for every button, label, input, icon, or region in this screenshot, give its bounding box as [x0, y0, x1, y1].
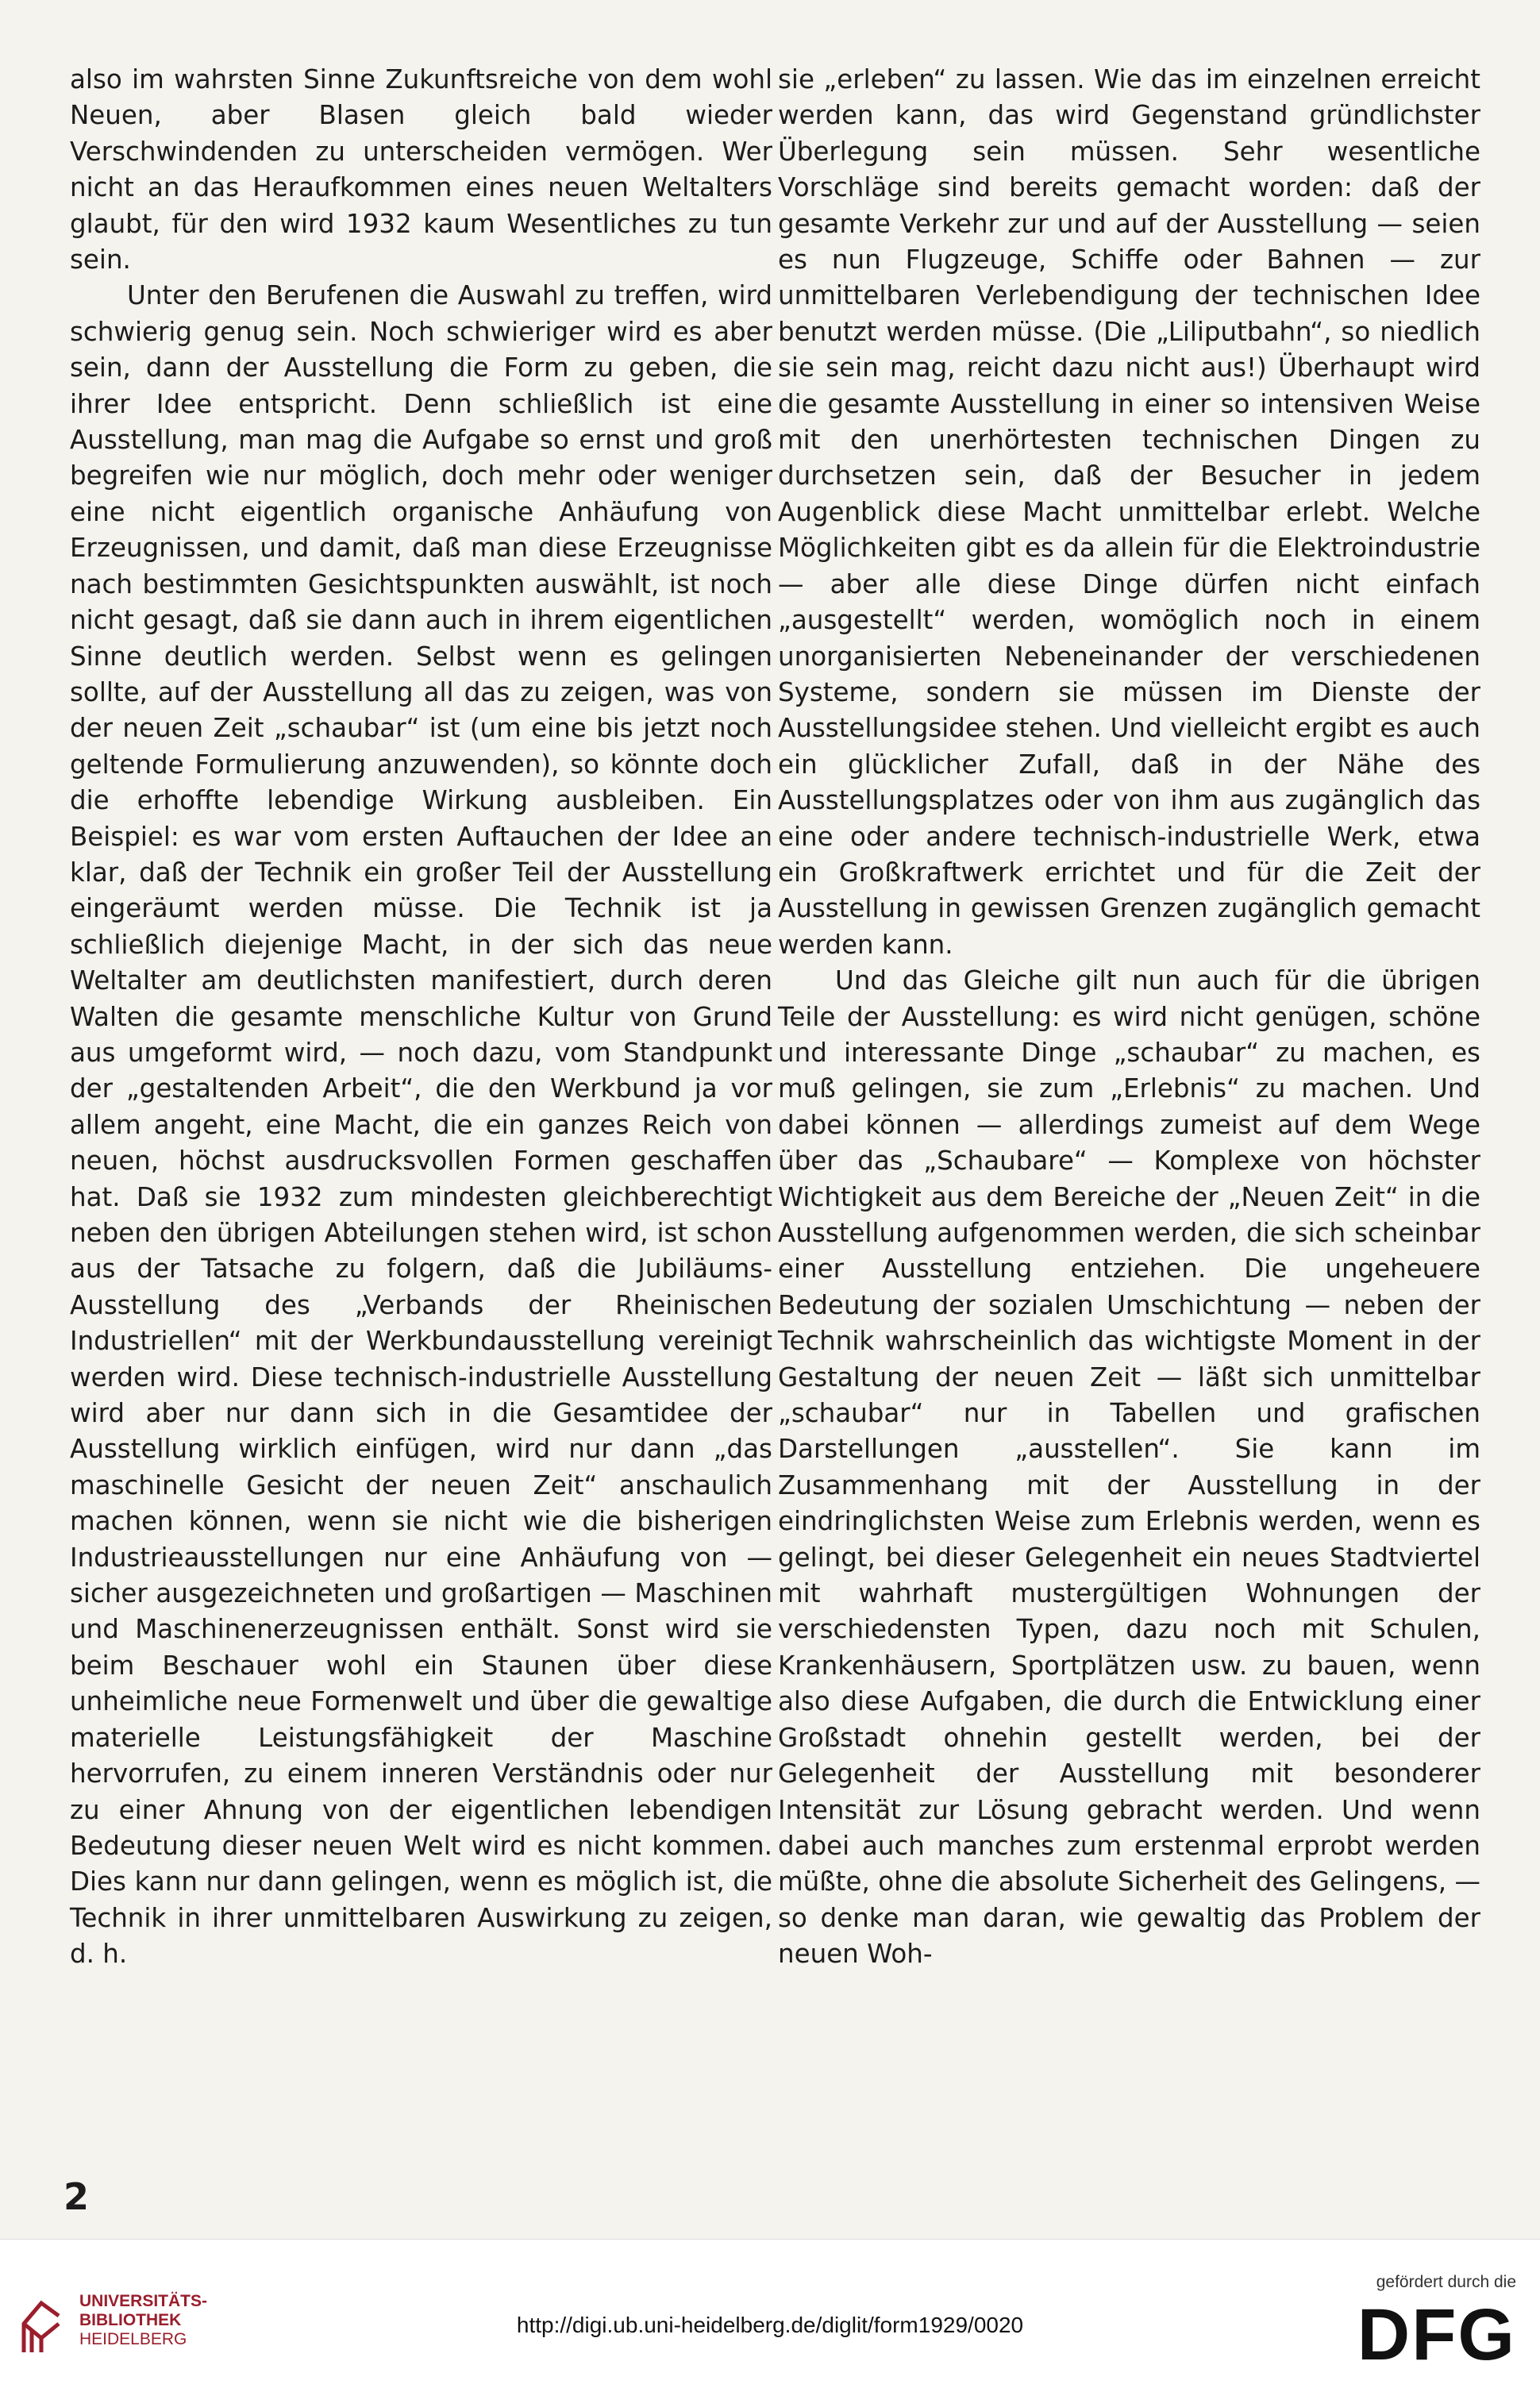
dfg-logo[interactable]: DFG — [1357, 2294, 1516, 2375]
paragraph: sie „erleben“ zu lassen. Wie das im einzelnen erreicht werden kann, das wird Gegenstand gründlichster Überlegung sein müssen. Sehr wesentliche Vorschläge sind bereits gemacht worden: daß der gesamte Verkehr zur und auf der Ausstellung — seien es nun Flugzeuge, Schiffe oder Bahnen — zur unmittelbaren Verlebendigung der technischen Idee benutzt werden müsse. (Die „Liliputbahn“, so niedlich sie sein mag, reicht dazu nicht aus!) Überhaupt wird die gesamte Ausstellung in einer so intensiven Weise mit den unerhörtesten technischen Dingen zu durchsetzen sein, daß der Besucher in jedem Augenblick diese Macht unmittelbar erlebt. Welche Möglichkeiten gibt es da allein für die Elektroindustrie — aber alle diese Dinge dürfen nicht einfach „ausgestellt“ werden, womöglich noch in einem unorganisierten Nebeneinander der verschiedenen Systeme, sondern sie müssen im Dienste der Ausstellungsidee stehen. Und vielleicht ergibt es auch ein glücklicher Zufall, daß in der Nähe des Ausstellungsplatzes oder von ihm aus zugänglich das eine oder andere technisch-industrielle Werk, etwa ein Großkraftwerk errichtet und für die Zeit der Ausstellung in gewissen Grenzen zugänglich gemacht werden kann. — [778, 64, 1480, 960]
paragraph: also im wahrsten Sinne Zukunftsreiche von dem wohl Neuen, aber Blasen gleich bald wieder Verschwindenden zu unterscheiden vermögen. Wer nicht an das Heraufkommen eines neuen Weltalters glaubt, für den wird 1932 kaum Wesentliches zu tun sein. — [70, 64, 772, 275]
paragraph: Unter den Berufenen die Auswahl zu treffen, wird schwierig genug sein. Noch schwieriger wird es aber sein, dann der Ausstellung die Form zu geben, die ihrer Idee entspricht. Denn schließlich ist eine Ausstellung, man mag die Aufgabe so ernst und groß begreifen wie nur möglich, doch mehr oder weniger eine nicht eigentlich organische Anhäufung von Erzeugnissen, und damit, daß man diese Erzeugnisse nach bestimmten Gesichtspunkten auswählt, ist noch nicht gesagt, daß sie dann auch in ihrem eigentlichen Sinne deutlich werden. Selbst wenn es gelingen sollte, auf der Ausstellung all das zu zeigen, was von der neuen Zeit „schaubar“ ist (um eine bis jetzt noch geltende Formulierung anzuwenden), so könnte doch die erhoffte lebendige Wirkung ausbleiben. Ein Beispiel: es war vom ersten Auftauchen der Idee an klar, daß der Technik ein großer Teil der Ausstellung eingeräumt werden müsse. Die Technik ist ja schließlich diejenige Macht, in der sich das neue Weltalter am deutlichsten manifestiert, durch deren Walten die gesamte menschliche Kultur von Grund aus umgeformt wird, — noch dazu, vom Standpunkt der „gestaltenden Arbeit“, die den Werkbund ja vor allem angeht, eine Macht, die ein ganzes Reich von neuen, höchst ausdrucksvollen Formen geschaffen hat. Daß sie 1932 zum mindesten gleichberechtigt neben den übrigen Abteilungen stehen wird, ist schon aus der Tatsache zu folgern, daß die Jubiläums-Ausstellung des „Verbands der Rheinischen Industriellen“ mit der Werkbundausstellung vereinigt werden wird. Diese technisch-industrielle Ausstellung wird aber nur dann sich in die Gesamtidee der Ausstellung wirklich einfügen, wird nur dann „das maschinelle Gesicht der neuen Zeit“ anschaulich machen können, wenn sie nicht wie die bisherigen Industrieausstellungen nur eine Anhäufung von — sicher ausgezeichneten und großartigen — Maschinen und Maschinenerzeugnissen enthält. Sonst wird sie beim Beschauer wohl ein Staunen über diese unheimliche neue Formenwelt und über die gewaltige materielle Leistungsfähigkeit der Maschine hervorrufen, zu einem inneren Verständnis oder nur zu einer Ahnung von der eigentlichen lebendigen Bedeutung dieser neuen Welt wird es nicht kommen. Dies kann nur dann gelingen, wenn es möglich ist, die Technik in ihrer unmittelbaren Auswirkung zu zeigen, d. h. — [70, 280, 772, 1970]
page-number: 2 — [64, 2175, 90, 2218]
library-name-line1: UNIVERSITÄTS- — [79, 2292, 208, 2310]
viewer-footer — [0, 2239, 1540, 2392]
funder-note: gefördert durch die — [1376, 2273, 1516, 2291]
text-column-right — [778, 62, 1480, 1973]
paragraph: Und das Gleiche gilt nun auch für die übrigen Teile der Ausstellung: es wird nicht genügen, schöne und interessante Dinge „schaubar“ zu machen, es muß gelingen, sie zum „Erlebnis“ zu machen. Und dabei können — allerdings zumeist auf dem Wege über das „Schaubare“ — Komplexe von höchster Wichtigkeit aus dem Bereiche der „Neuen Zeit“ in die Ausstellung aufgenommen werden, die sich scheinbar einer Ausstellung entziehen. Die ungeheuere Bedeutung der sozialen Umschichtung — neben der Technik wahrscheinlich das wichtigste Moment in der Gestaltung der neuen Zeit — läßt sich unmittelbar „schaubar“ nur in Tabellen und grafischen Darstellungen „ausstellen“. Sie kann im Zusammenhang mit der Ausstellung in der eindringlichsten Weise zum Erlebnis werden, wenn es gelingt, bei dieser Gelegenheit ein neues Stadtviertel mit wahrhaft mustergültigen Wohnungen der verschiedensten Typen, dazu noch mit Schulen, Krankenhäusern, Sportplätzen usw. zu bauen, wenn also diese Aufgaben, die durch die Entwicklung einer Großstadt ohnehin gestellt werden, bei der Gelegenheit der Ausstellung mit besonderer Intensität zur Lösung gebracht werden. Und wenn dabei auch manches zum erstenmal erprobt werden müßte, ohne die absolute Sicherheit des Gelingens, — so denke man daran, wie gewaltig das Problem der neuen Woh- — [778, 965, 1480, 1970]
permalink-url[interactable]: http://digi.ub.uni-heidelberg.de/diglit/form1929/0020 — [516, 2313, 1024, 2337]
library-name-line2: BIBLIOTHEK — [79, 2311, 182, 2329]
library-name-line3: HEIDELBERG — [79, 2330, 187, 2348]
text-column-left — [70, 62, 772, 1973]
